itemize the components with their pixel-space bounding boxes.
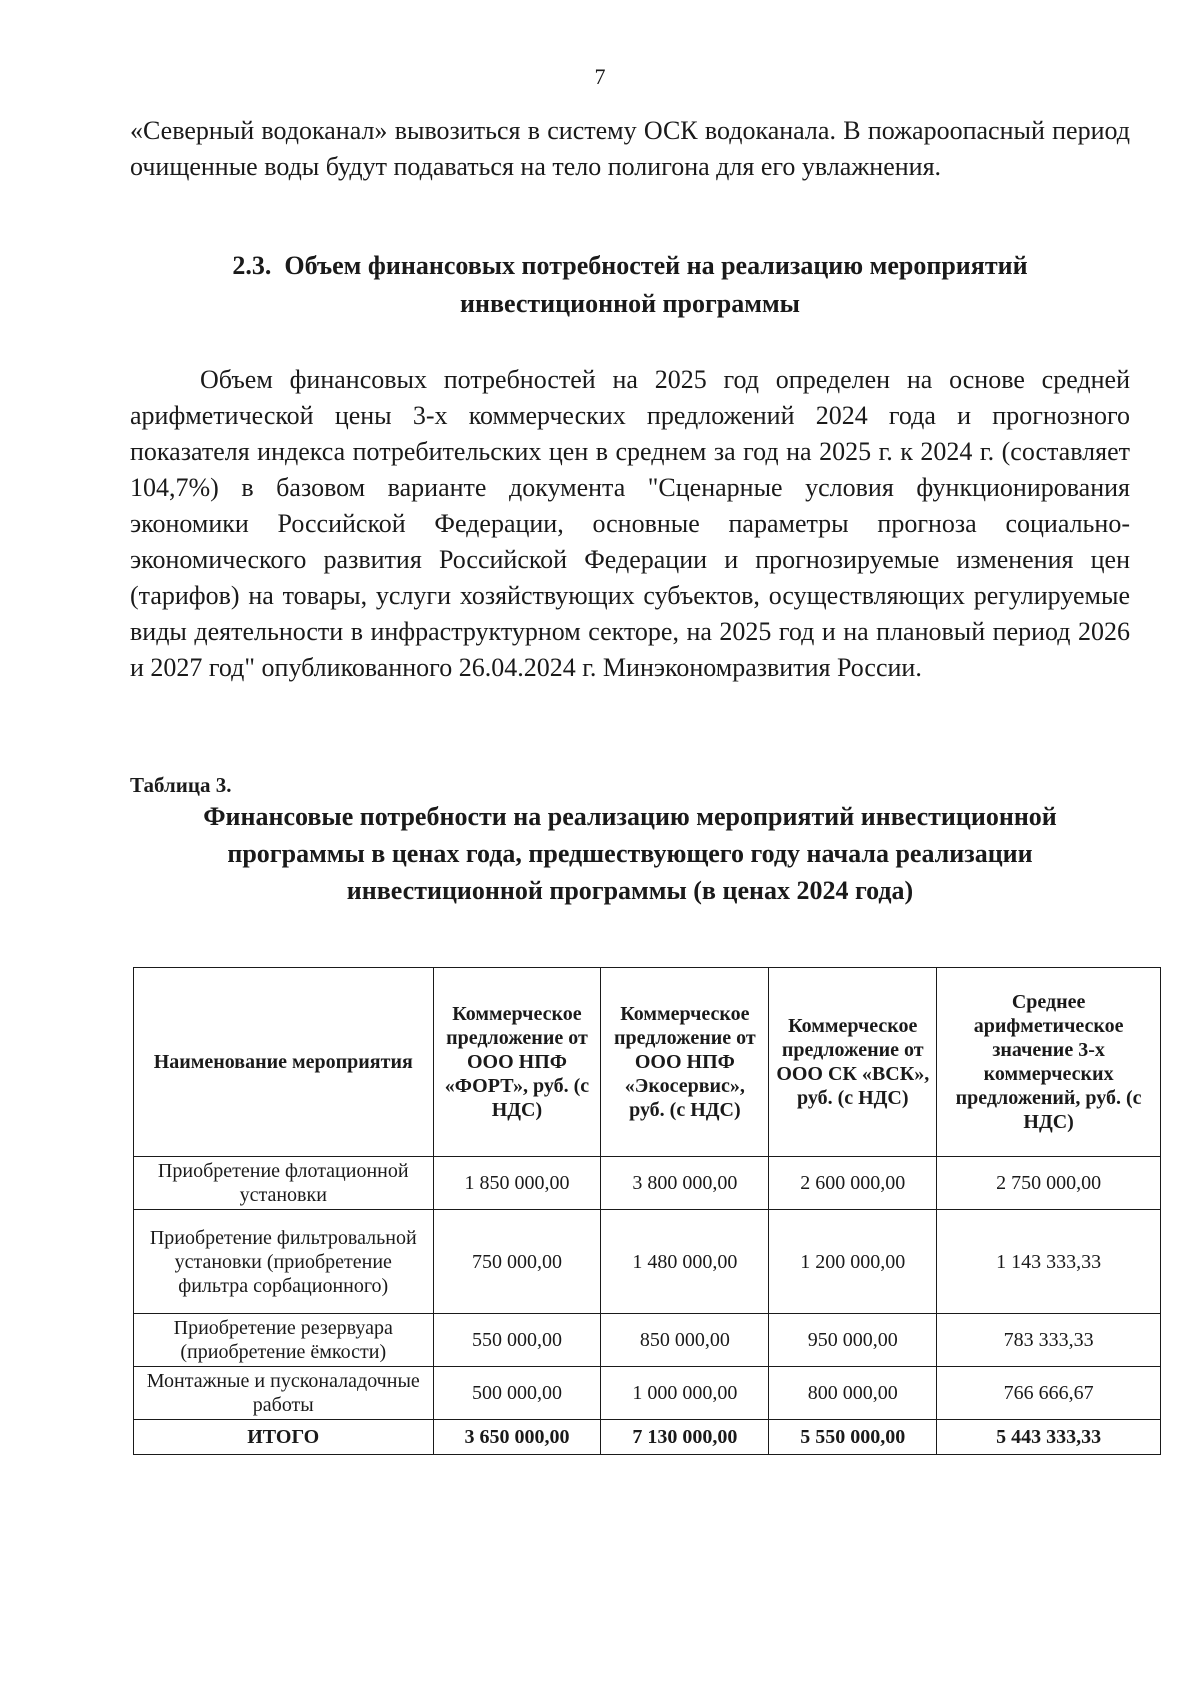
- table-title-line1: Финансовые потребности на реализацию мероприятий инвестиционной: [203, 802, 1057, 831]
- offer-fort-cell: 750 000,00: [433, 1210, 601, 1314]
- section-title-line2: инвестиционной программы: [460, 289, 800, 318]
- table-row: [134, 1314, 1161, 1367]
- total-average-cell: 5 443 333,33: [937, 1420, 1161, 1455]
- offer-vsk-cell: 800 000,00: [769, 1367, 937, 1420]
- offer-vsk-cell: 950 000,00: [769, 1314, 937, 1367]
- offer-ecoservice-cell: 3 800 000,00: [601, 1157, 769, 1210]
- average-cell: 783 333,33: [937, 1314, 1161, 1367]
- table-title: [130, 798, 1130, 909]
- section-title-line1: Объем финансовых потребностей на реализацию мероприятий: [284, 251, 1028, 280]
- activity-name-cell: Приобретение фильтровальной установки (приобретение фильтра сорбационного): [134, 1210, 434, 1314]
- table-row: [134, 1210, 1161, 1314]
- table-caption: Таблица 3.: [130, 773, 232, 797]
- activity-name-cell: Приобретение резервуара (приобретение ёмкости): [134, 1314, 434, 1367]
- offer-vsk-cell: 1 200 000,00: [769, 1210, 937, 1314]
- offer-fort-cell: 1 850 000,00: [433, 1157, 601, 1210]
- table-title-line3: инвестиционной программы (в ценах 2024 года): [346, 876, 914, 905]
- section-number: 2.3.: [232, 251, 272, 280]
- total-label-cell: ИТОГО: [134, 1420, 434, 1455]
- table-row: [134, 1157, 1161, 1210]
- page-number: 7: [594, 64, 606, 89]
- intro-paragraph: «Северный водоканал» вывозиться в систему ОСК водоканала. В пожароопасный период очищенные воды будут подаваться на тело полигона для его увлажнения.: [130, 116, 1130, 181]
- activity-name-cell: Приобретение флотационной установки: [134, 1157, 434, 1210]
- total-vsk-cell: 5 550 000,00: [769, 1420, 937, 1455]
- total-ecoservice-cell: 7 130 000,00: [601, 1420, 769, 1455]
- table-title-line2: программы в ценах года, предшествующего году начала реализации: [227, 839, 1033, 868]
- offer-ecoservice-cell: 850 000,00: [601, 1314, 769, 1367]
- body-paragraph: Объем финансовых потребностей на 2025 год определен на основе средней арифметической цены 3-х коммерческих предложений 2024 года и прогнозного показателя индекса потребительских цен в среднем за год на 2025 г. к 2024 г. (составляет 104,7%) в базовом варианте документа "Сценарные условия функционирования экономики Российской Федерации, основные параметры прогноза социально-экономического развития Российской Федерации и прогнозируемые изменения цен (тарифов) на товары, услуги хозяйствующих субъектов, осуществляющих регулируемые виды деятельности в инфраструктурном секторе, на 2025 год и на плановый период 2026 и 2027 год" опубликованного 26.04.2024 г. Минэкономразвития России.: [130, 365, 1130, 682]
- section-heading: [130, 247, 1130, 323]
- offer-ecoservice-cell: 1 480 000,00: [601, 1210, 769, 1314]
- financial-needs-table: [133, 967, 1161, 1455]
- table-row: [134, 1367, 1161, 1420]
- activity-name-cell: Монтажные и пусконаладочные работы: [134, 1367, 434, 1420]
- header-offer-fort: Коммерческое предложение от ООО НПФ «ФОРТ», руб. (с НДС): [433, 968, 601, 1157]
- total-fort-cell: 3 650 000,00: [433, 1420, 601, 1455]
- header-offer-vsk: Коммерческое предложение от ООО СК «ВСК», руб. (с НДС): [769, 968, 937, 1157]
- average-cell: 766 666,67: [937, 1367, 1161, 1420]
- offer-fort-cell: 550 000,00: [433, 1314, 601, 1367]
- table-total-row: [134, 1420, 1161, 1455]
- header-average: Среднее арифметическое значение 3-х коммерческих предложений, руб. (с НДС): [937, 968, 1161, 1157]
- section-heading-line1: [130, 247, 1130, 285]
- header-activity-name: Наименование мероприятия: [134, 968, 434, 1157]
- offer-fort-cell: 500 000,00: [433, 1367, 601, 1420]
- offer-vsk-cell: 2 600 000,00: [769, 1157, 937, 1210]
- offer-ecoservice-cell: 1 000 000,00: [601, 1367, 769, 1420]
- header-offer-ecoservice: Коммерческое предложение от ООО НПФ «Экосервис», руб. (с НДС): [601, 968, 769, 1157]
- average-cell: 2 750 000,00: [937, 1157, 1161, 1210]
- average-cell: 1 143 333,33: [937, 1210, 1161, 1314]
- table-header-row: [134, 968, 1161, 1157]
